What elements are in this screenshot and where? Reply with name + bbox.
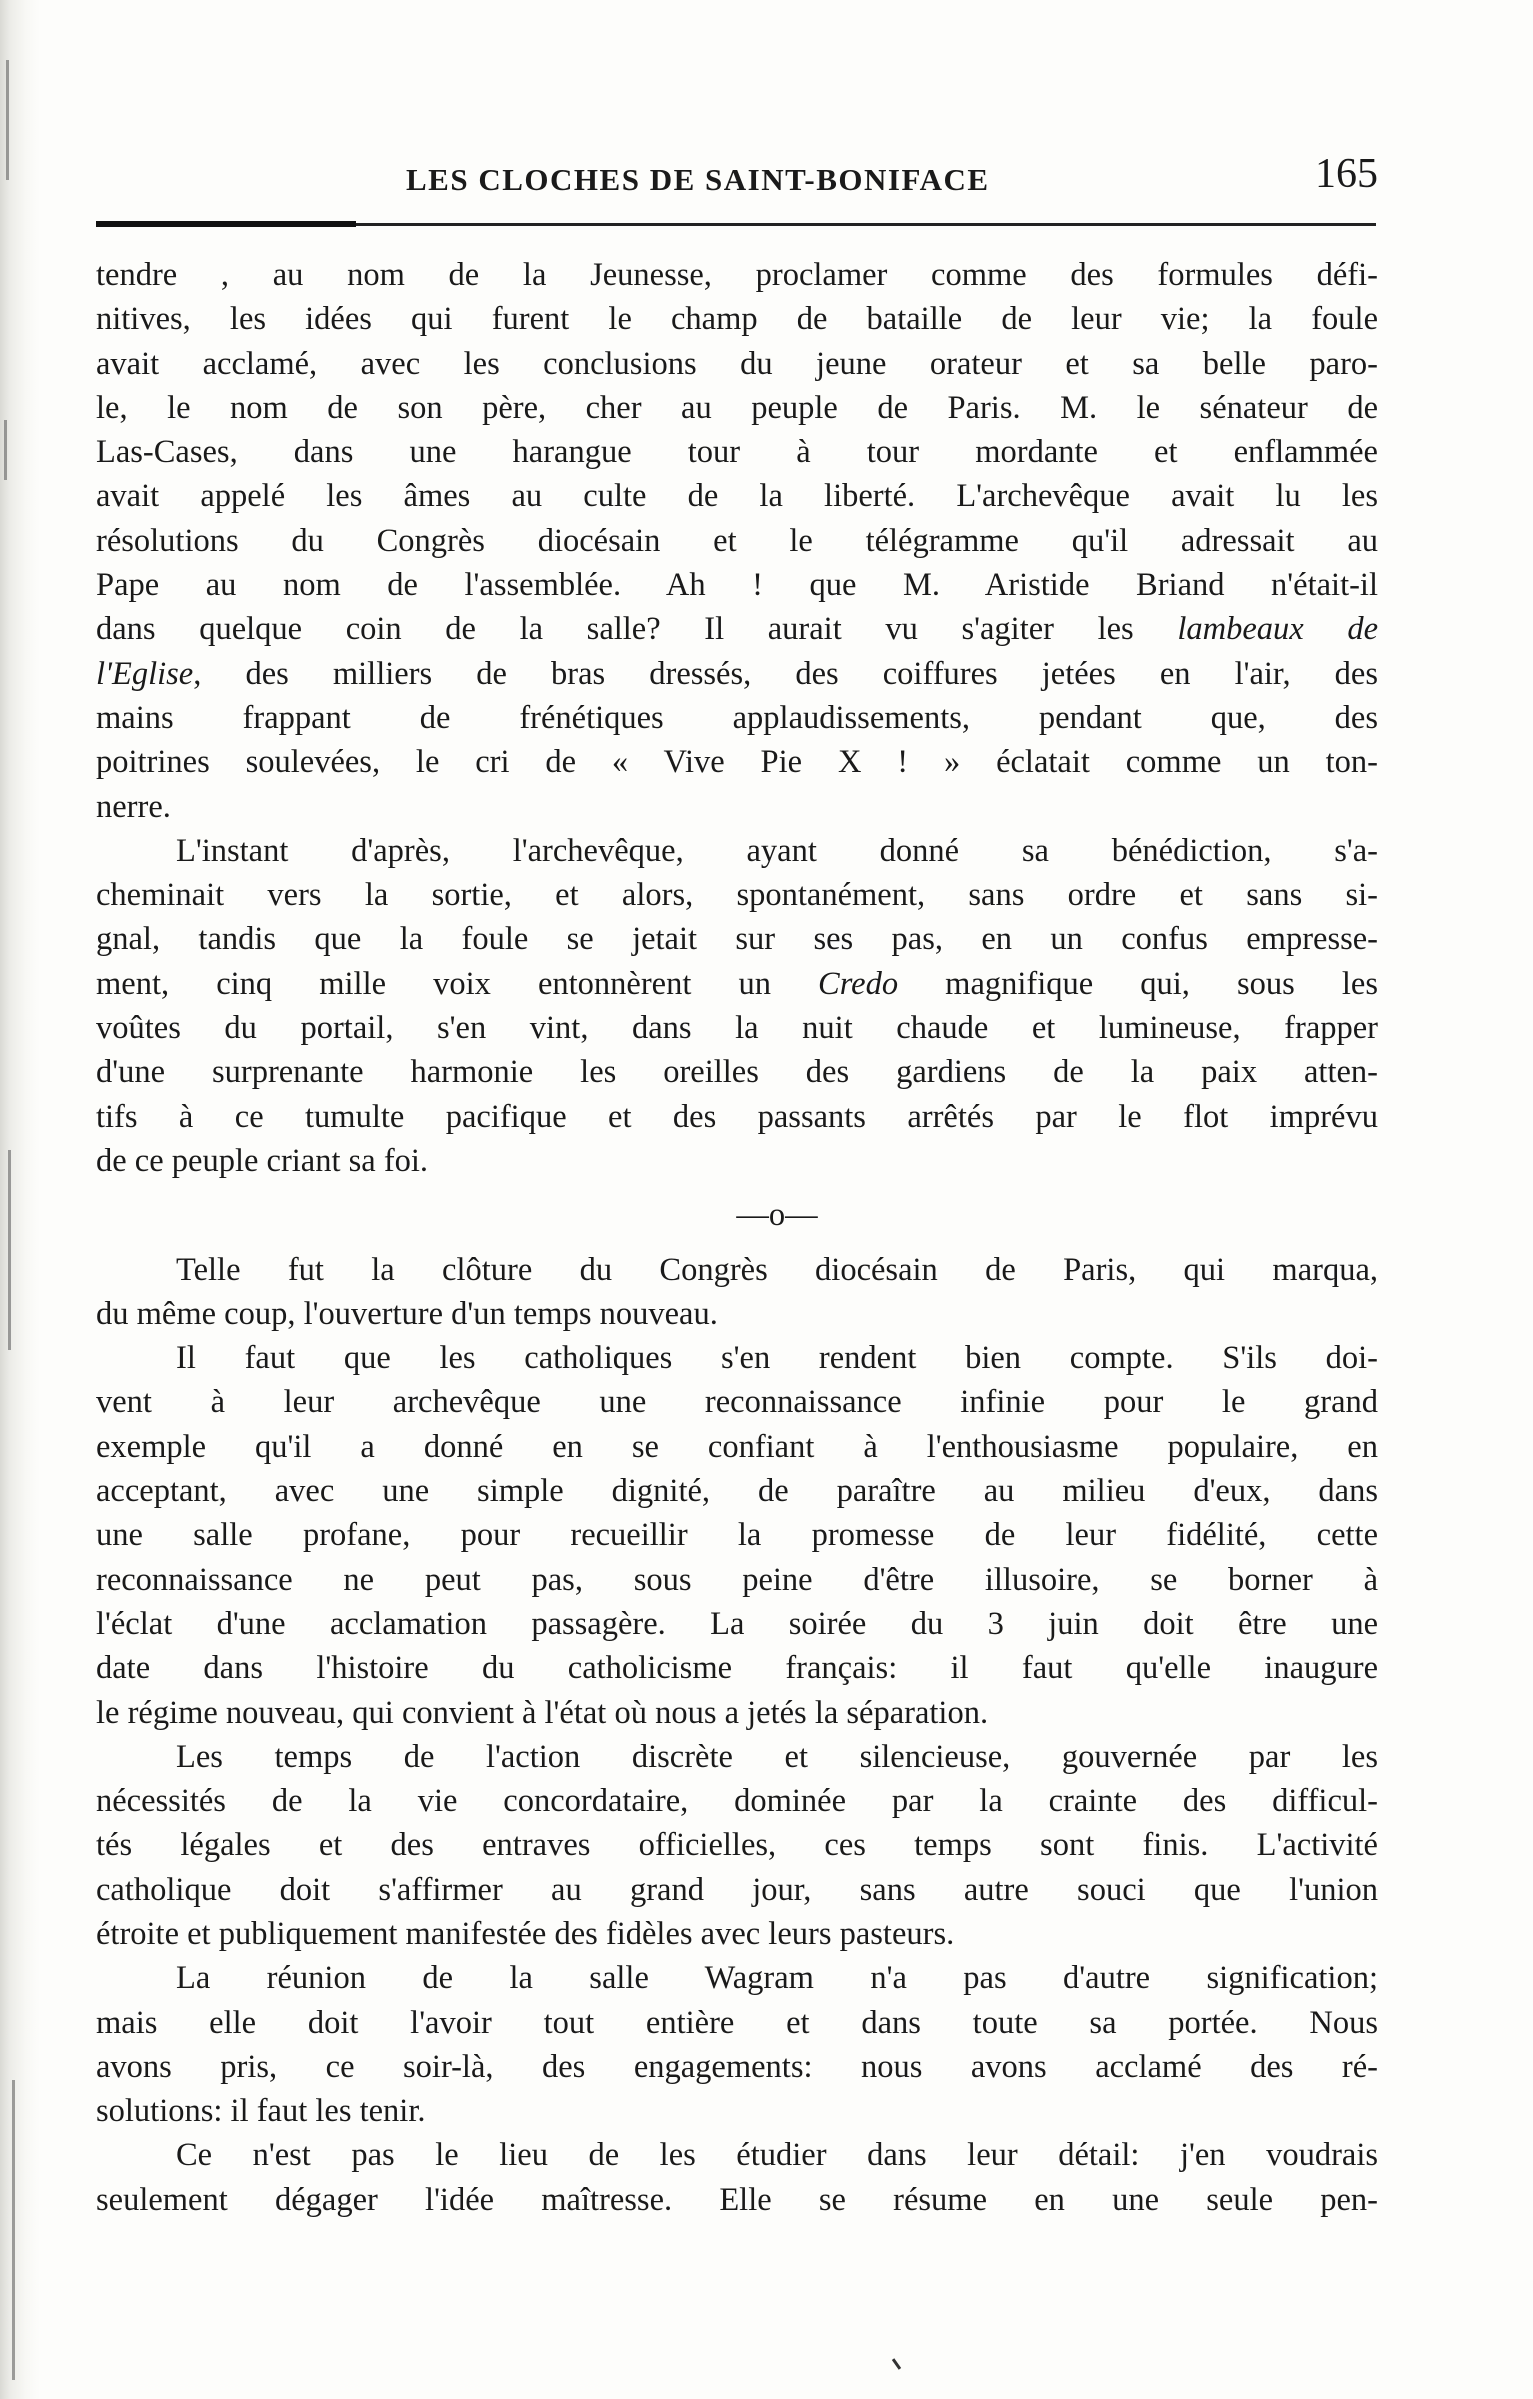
body-text — [96, 253, 1378, 2222]
italic-phrase: Credo — [818, 965, 899, 1002]
page-left-edge-shadow — [0, 0, 40, 2399]
text-line: voûtes du portail, s'en vint, dans la nuit chaude et lumineuse, frapper — [96, 1010, 1378, 1047]
page-number: 165 — [1315, 151, 1378, 197]
text-line: date dans l'histoire du catholicisme français: il faut qu'elle inaugure — [96, 1650, 1378, 1687]
edge-speck — [4, 420, 7, 480]
text-line: catholique doit s'affirmer au grand jour, sans autre souci que l'union — [96, 1871, 1378, 1908]
text-line: vent à leur archevêque une reconnaissance infinie pour le grand — [96, 1384, 1378, 1421]
text-line: nécessités de la vie concordataire, dominée par la crainte des difficul- — [96, 1783, 1378, 1820]
text-line: reconnaissance ne peut pas, sous peine d'être illusoire, se borner à — [96, 1561, 1378, 1598]
text-line: poitrines soulevées, le cri de « Vive Pie X ! » éclatait comme un ton- — [96, 744, 1378, 781]
text-line: gnal, tandis que la foule se jetait sur ses pas, en un confus empresse- — [96, 921, 1378, 958]
text-line — [96, 607, 1378, 651]
text-line: La réunion de la salle Wagram n'a pas d'autre signification; — [176, 1960, 1378, 1997]
header-rule — [96, 223, 1376, 226]
text-segment: magnifique qui, sous les — [898, 965, 1378, 1002]
running-title: LES CLOCHES DE SAINT-BONIFACE — [406, 162, 990, 197]
text-segment: , des milliers de bras dressés, des coiffures jetées en l'air, des — [193, 655, 1378, 692]
text-line: étroite et publiquement manifestée des fidèles avec leurs pasteurs. — [96, 1915, 955, 1952]
text-line: L'instant d'après, l'archevêque, ayant donné sa bénédiction, s'a- — [176, 832, 1378, 869]
text-line: nerre. — [96, 788, 171, 825]
text-line: avons pris, ce soir-là, des engagements: nous avons acclamé des ré- — [96, 2048, 1378, 2085]
text-line: de ce peuple criant sa foi. — [96, 1142, 429, 1179]
text-line: nitives, les idées qui furent le champ de bataille de leur vie; la foule — [96, 301, 1378, 338]
text-segment: dans quelque coin de la salle? Il aurait vu s'agiter les — [96, 611, 1178, 648]
section-separator: —o— — [736, 1197, 818, 1234]
edge-speck — [12, 2080, 15, 2380]
text-line: mains frappant de frénétiques applaudissements, pendant que, des — [96, 699, 1378, 736]
text-line: Il faut que les catholiques s'en rendent bien compte. S'ils doi- — [176, 1340, 1378, 1377]
text-line: Les temps de l'action discrète et silencieuse, gouvernée par les — [176, 1738, 1378, 1775]
text-line — [96, 652, 1378, 696]
text-segment: ment, cinq mille voix entonnèrent un — [96, 965, 819, 1002]
text-line: le régime nouveau, qui convient à l'état où nous a jetés la séparation. — [96, 1694, 989, 1731]
text-line: Telle fut la clôture du Congrès diocésain de Paris, qui marqua, — [176, 1251, 1378, 1288]
text-line: tendre , au nom de la Jeunesse, proclamer comme des formules défi- — [96, 257, 1378, 293]
text-line: une salle profane, pour recueillir la promesse de leur fidélité, cette — [96, 1517, 1378, 1554]
text-line: cheminait vers la sortie, et alors, spontanément, sans ordre et sans si- — [96, 877, 1378, 914]
edge-speck — [8, 1150, 11, 1350]
text-line: mais elle doit l'avoir tout entière et dans toute sa portée. Nous — [96, 2004, 1378, 2041]
text-line: Ce n'est pas le lieu de les étudier dans leur détail: j'en voudrais — [176, 2137, 1378, 2174]
text-line: du même coup, l'ouverture d'un temps nouveau. — [96, 1295, 718, 1332]
text-line: avait appelé les âmes au culte de la liberté. L'archevêque avait lu les — [96, 478, 1378, 515]
text-line: exemple qu'il a donné en se confiant à l'enthousiasme populaire, en — [96, 1428, 1378, 1465]
stray-ink-mark — [892, 2358, 901, 2370]
italic-phrase: lambeaux de — [1177, 611, 1378, 648]
text-line — [96, 962, 1378, 1006]
edge-speck — [6, 60, 9, 180]
text-line: résolutions du Congrès diocésain et le télégramme qu'il adressait au — [96, 522, 1378, 559]
text-line: tifs à ce tumulte pacifique et des passants arrêtés par le flot imprévu — [96, 1098, 1378, 1135]
text-line: d'une surprenante harmonie les oreilles des gardiens de la paix atten- — [96, 1054, 1378, 1091]
text-line: acceptant, avec une simple dignité, de paraître au milieu d'eux, dans — [96, 1473, 1378, 1510]
text-line: le, le nom de son père, cher au peuple de Paris. M. le sénateur de — [96, 389, 1378, 426]
italic-phrase: l'Eglise — [96, 655, 194, 692]
text-line: seulement dégager l'idée maîtresse. Elle se résume en une seule pen- — [96, 2181, 1378, 2218]
text-line: Las-Cases, dans une harangue tour à tour mordante et enflammée — [96, 434, 1378, 471]
page-header — [96, 150, 1378, 200]
text-line: Pape au nom de l'assemblée. Ah ! que M. Aristide Briand n'était-il — [96, 567, 1378, 604]
text-line: avait acclamé, avec les conclusions du jeune orateur et sa belle paro- — [96, 345, 1378, 382]
text-line: l'éclat d'une acclamation passagère. La soirée du 3 juin doit être une — [96, 1605, 1378, 1642]
text-line: solutions: il faut les tenir. — [96, 2093, 426, 2130]
text-line: tés légales et des entraves officielles, ces temps sont finis. L'activité — [96, 1827, 1378, 1864]
